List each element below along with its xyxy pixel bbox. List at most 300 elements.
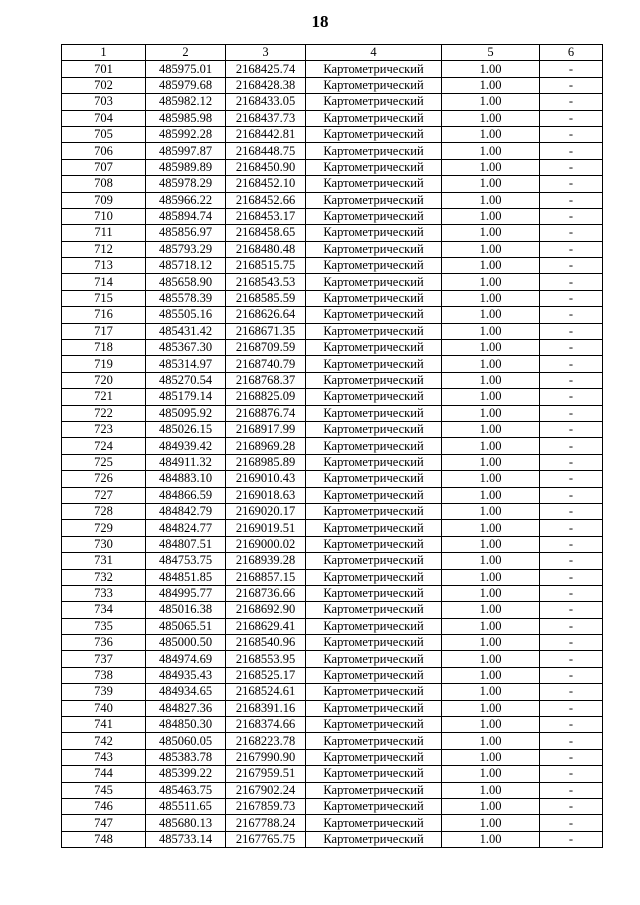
y-coordinate-cell: 2168425.74 (226, 61, 306, 77)
x-coordinate-cell: 484827.36 (146, 700, 226, 716)
point-number-cell: 741 (62, 717, 146, 733)
point-number-cell: 747 (62, 815, 146, 831)
accuracy-cell: 1.00 (442, 389, 540, 405)
accuracy-cell: 1.00 (442, 798, 540, 814)
accuracy-cell: 1.00 (442, 340, 540, 356)
column-header: 2 (146, 45, 226, 61)
column-header: 6 (540, 45, 603, 61)
point-number-cell: 720 (62, 372, 146, 388)
method-cell: Картометрический (306, 700, 442, 716)
x-coordinate-cell: 484866.59 (146, 487, 226, 503)
point-number-cell: 745 (62, 782, 146, 798)
x-coordinate-cell: 485894.74 (146, 208, 226, 224)
y-coordinate-cell: 2168876.74 (226, 405, 306, 421)
description-cell: - (540, 733, 603, 749)
y-coordinate-cell: 2169018.63 (226, 487, 306, 503)
method-cell: Картометрический (306, 126, 442, 142)
description-cell: - (540, 176, 603, 192)
description-cell: - (540, 126, 603, 142)
description-cell: - (540, 110, 603, 126)
point-number-cell: 728 (62, 503, 146, 519)
y-coordinate-cell: 2168917.99 (226, 421, 306, 437)
accuracy-cell: 1.00 (442, 815, 540, 831)
y-coordinate-cell: 2168453.17 (226, 208, 306, 224)
y-coordinate-cell: 2168543.53 (226, 274, 306, 290)
x-coordinate-cell: 484824.77 (146, 520, 226, 536)
accuracy-cell: 1.00 (442, 749, 540, 765)
table-row (62, 717, 603, 733)
method-cell: Картометрический (306, 487, 442, 503)
y-coordinate-cell: 2168825.09 (226, 389, 306, 405)
table-row (62, 356, 603, 372)
method-cell: Картометрический (306, 372, 442, 388)
accuracy-cell: 1.00 (442, 782, 540, 798)
table-row (62, 372, 603, 388)
point-number-cell: 725 (62, 454, 146, 470)
table-row (62, 307, 603, 323)
point-number-cell: 707 (62, 159, 146, 175)
description-cell: - (540, 340, 603, 356)
method-cell: Картометрический (306, 421, 442, 437)
accuracy-cell: 1.00 (442, 585, 540, 601)
description-cell: - (540, 225, 603, 241)
method-cell: Картометрический (306, 94, 442, 110)
description-cell: - (540, 307, 603, 323)
description-cell: - (540, 618, 603, 634)
method-cell: Картометрический (306, 717, 442, 733)
accuracy-cell: 1.00 (442, 372, 540, 388)
accuracy-cell: 1.00 (442, 831, 540, 847)
point-number-cell: 724 (62, 438, 146, 454)
y-coordinate-cell: 2168740.79 (226, 356, 306, 372)
table-row (62, 831, 603, 847)
table-row (62, 553, 603, 569)
accuracy-cell: 1.00 (442, 94, 540, 110)
table-row (62, 274, 603, 290)
y-coordinate-cell: 2167902.24 (226, 782, 306, 798)
description-cell: - (540, 143, 603, 159)
table-row (62, 733, 603, 749)
point-number-cell: 735 (62, 618, 146, 634)
y-coordinate-cell: 2168736.66 (226, 585, 306, 601)
x-coordinate-cell: 485000.50 (146, 635, 226, 651)
x-coordinate-cell: 484753.75 (146, 553, 226, 569)
description-cell: - (540, 536, 603, 552)
y-coordinate-cell: 2168553.95 (226, 651, 306, 667)
method-cell: Картометрический (306, 536, 442, 552)
method-cell: Картометрический (306, 274, 442, 290)
table-row (62, 487, 603, 503)
y-coordinate-cell: 2168857.15 (226, 569, 306, 585)
y-coordinate-cell: 2168540.96 (226, 635, 306, 651)
accuracy-cell: 1.00 (442, 520, 540, 536)
table-row (62, 569, 603, 585)
x-coordinate-cell: 485856.97 (146, 225, 226, 241)
description-cell: - (540, 585, 603, 601)
x-coordinate-cell: 484974.69 (146, 651, 226, 667)
x-coordinate-cell: 485658.90 (146, 274, 226, 290)
accuracy-cell: 1.00 (442, 618, 540, 634)
description-cell: - (540, 94, 603, 110)
y-coordinate-cell: 2169020.17 (226, 503, 306, 519)
accuracy-cell: 1.00 (442, 225, 540, 241)
point-number-cell: 701 (62, 61, 146, 77)
description-cell: - (540, 356, 603, 372)
x-coordinate-cell: 485982.12 (146, 94, 226, 110)
x-coordinate-cell: 485733.14 (146, 831, 226, 847)
method-cell: Картометрический (306, 159, 442, 175)
page-number: 18 (311, 12, 329, 31)
description-cell: - (540, 520, 603, 536)
y-coordinate-cell: 2168524.61 (226, 684, 306, 700)
description-cell: - (540, 487, 603, 503)
point-number-cell: 714 (62, 274, 146, 290)
description-cell: - (540, 782, 603, 798)
y-coordinate-cell: 2168452.10 (226, 176, 306, 192)
method-cell: Картометрический (306, 553, 442, 569)
point-number-cell: 702 (62, 77, 146, 93)
point-number-cell: 736 (62, 635, 146, 651)
method-cell: Картометрический (306, 290, 442, 306)
y-coordinate-cell: 2168671.35 (226, 323, 306, 339)
x-coordinate-cell: 484883.10 (146, 471, 226, 487)
method-cell: Картометрический (306, 471, 442, 487)
y-coordinate-cell: 2167788.24 (226, 815, 306, 831)
point-number-cell: 717 (62, 323, 146, 339)
accuracy-cell: 1.00 (442, 536, 540, 552)
table-row (62, 536, 603, 552)
method-cell: Картометрический (306, 307, 442, 323)
point-number-cell: 733 (62, 585, 146, 601)
accuracy-cell: 1.00 (442, 143, 540, 159)
table-row (62, 159, 603, 175)
x-coordinate-cell: 485979.68 (146, 77, 226, 93)
table-row (62, 208, 603, 224)
accuracy-cell: 1.00 (442, 405, 540, 421)
table-row (62, 782, 603, 798)
table-row (62, 126, 603, 142)
accuracy-cell: 1.00 (442, 635, 540, 651)
description-cell: - (540, 503, 603, 519)
table-row (62, 749, 603, 765)
method-cell: Картометрический (306, 405, 442, 421)
table-row (62, 192, 603, 208)
method-cell: Картометрический (306, 602, 442, 618)
table-row (62, 700, 603, 716)
method-cell: Картометрический (306, 733, 442, 749)
accuracy-cell: 1.00 (442, 356, 540, 372)
x-coordinate-cell: 485975.01 (146, 61, 226, 77)
point-number-cell: 738 (62, 667, 146, 683)
description-cell: - (540, 553, 603, 569)
description-cell: - (540, 717, 603, 733)
accuracy-cell: 1.00 (442, 553, 540, 569)
x-coordinate-cell: 485095.92 (146, 405, 226, 421)
description-cell: - (540, 372, 603, 388)
description-cell: - (540, 667, 603, 683)
method-cell: Картометрический (306, 143, 442, 159)
x-coordinate-cell: 484935.43 (146, 667, 226, 683)
table-row (62, 176, 603, 192)
y-coordinate-cell: 2168585.59 (226, 290, 306, 306)
x-coordinate-cell: 485065.51 (146, 618, 226, 634)
description-cell: - (540, 798, 603, 814)
description-cell: - (540, 602, 603, 618)
method-cell: Картометрический (306, 503, 442, 519)
y-coordinate-cell: 2169000.02 (226, 536, 306, 552)
x-coordinate-cell: 485179.14 (146, 389, 226, 405)
description-cell: - (540, 241, 603, 257)
point-number-cell: 744 (62, 766, 146, 782)
y-coordinate-cell: 2168391.16 (226, 700, 306, 716)
x-coordinate-cell: 484807.51 (146, 536, 226, 552)
point-number-cell: 705 (62, 126, 146, 142)
y-coordinate-cell: 2168480.48 (226, 241, 306, 257)
description-cell: - (540, 815, 603, 831)
table-row (62, 143, 603, 159)
x-coordinate-cell: 484851.85 (146, 569, 226, 585)
y-coordinate-cell: 2168768.37 (226, 372, 306, 388)
method-cell: Картометрический (306, 782, 442, 798)
y-coordinate-cell: 2168985.89 (226, 454, 306, 470)
description-cell: - (540, 290, 603, 306)
point-number-cell: 722 (62, 405, 146, 421)
method-cell: Картометрический (306, 749, 442, 765)
accuracy-cell: 1.00 (442, 684, 540, 700)
x-coordinate-cell: 485367.30 (146, 340, 226, 356)
accuracy-cell: 1.00 (442, 421, 540, 437)
method-cell: Картометрический (306, 192, 442, 208)
description-cell: - (540, 749, 603, 765)
method-cell: Картометрический (306, 356, 442, 372)
table-row (62, 585, 603, 601)
y-coordinate-cell: 2168428.38 (226, 77, 306, 93)
method-cell: Картометрический (306, 323, 442, 339)
y-coordinate-cell: 2168433.05 (226, 94, 306, 110)
accuracy-cell: 1.00 (442, 471, 540, 487)
description-cell: - (540, 192, 603, 208)
x-coordinate-cell: 485314.97 (146, 356, 226, 372)
point-number-cell: 712 (62, 241, 146, 257)
y-coordinate-cell: 2168442.81 (226, 126, 306, 142)
accuracy-cell: 1.00 (442, 61, 540, 77)
accuracy-cell: 1.00 (442, 274, 540, 290)
accuracy-cell: 1.00 (442, 323, 540, 339)
method-cell: Картометрический (306, 618, 442, 634)
method-cell: Картометрический (306, 77, 442, 93)
accuracy-cell: 1.00 (442, 307, 540, 323)
method-cell: Картометрический (306, 798, 442, 814)
method-cell: Картометрический (306, 569, 442, 585)
table-row (62, 61, 603, 77)
x-coordinate-cell: 485966.22 (146, 192, 226, 208)
y-coordinate-cell: 2167959.51 (226, 766, 306, 782)
x-coordinate-cell: 485060.05 (146, 733, 226, 749)
point-number-cell: 729 (62, 520, 146, 536)
point-number-cell: 713 (62, 258, 146, 274)
y-coordinate-cell: 2168525.17 (226, 667, 306, 683)
y-coordinate-cell: 2168709.59 (226, 340, 306, 356)
y-coordinate-cell: 2167765.75 (226, 831, 306, 847)
point-number-cell: 726 (62, 471, 146, 487)
method-cell: Картометрический (306, 176, 442, 192)
description-cell: - (540, 389, 603, 405)
column-header: 4 (306, 45, 442, 61)
point-number-cell: 718 (62, 340, 146, 356)
table-row (62, 520, 603, 536)
point-number-cell: 708 (62, 176, 146, 192)
accuracy-cell: 1.00 (442, 110, 540, 126)
x-coordinate-cell: 485463.75 (146, 782, 226, 798)
x-coordinate-cell: 485270.54 (146, 372, 226, 388)
description-cell: - (540, 159, 603, 175)
accuracy-cell: 1.00 (442, 438, 540, 454)
x-coordinate-cell: 485383.78 (146, 749, 226, 765)
accuracy-cell: 1.00 (442, 241, 540, 257)
description-cell: - (540, 421, 603, 437)
point-number-cell: 716 (62, 307, 146, 323)
y-coordinate-cell: 2168969.28 (226, 438, 306, 454)
x-coordinate-cell: 485578.39 (146, 290, 226, 306)
point-number-cell: 743 (62, 749, 146, 765)
table-row (62, 438, 603, 454)
y-coordinate-cell: 2168629.41 (226, 618, 306, 634)
accuracy-cell: 1.00 (442, 667, 540, 683)
method-cell: Картометрический (306, 225, 442, 241)
method-cell: Картометрический (306, 520, 442, 536)
table-row (62, 635, 603, 651)
x-coordinate-cell: 485985.98 (146, 110, 226, 126)
method-cell: Картометрический (306, 438, 442, 454)
table-row (62, 323, 603, 339)
table-row (62, 618, 603, 634)
x-coordinate-cell: 485431.42 (146, 323, 226, 339)
y-coordinate-cell: 2168458.65 (226, 225, 306, 241)
description-cell: - (540, 323, 603, 339)
description-cell: - (540, 258, 603, 274)
method-cell: Картометрический (306, 61, 442, 77)
accuracy-cell: 1.00 (442, 569, 540, 585)
x-coordinate-cell: 485505.16 (146, 307, 226, 323)
column-header: 3 (226, 45, 306, 61)
accuracy-cell: 1.00 (442, 454, 540, 470)
table-row (62, 651, 603, 667)
y-coordinate-cell: 2167990.90 (226, 749, 306, 765)
description-cell: - (540, 208, 603, 224)
point-number-cell: 746 (62, 798, 146, 814)
description-cell: - (540, 471, 603, 487)
method-cell: Картометрический (306, 667, 442, 683)
point-number-cell: 723 (62, 421, 146, 437)
point-number-cell: 719 (62, 356, 146, 372)
point-number-cell: 739 (62, 684, 146, 700)
accuracy-cell: 1.00 (442, 176, 540, 192)
x-coordinate-cell: 485793.29 (146, 241, 226, 257)
y-coordinate-cell: 2168692.90 (226, 602, 306, 618)
point-number-cell: 734 (62, 602, 146, 618)
y-coordinate-cell: 2168626.64 (226, 307, 306, 323)
accuracy-cell: 1.00 (442, 651, 540, 667)
accuracy-cell: 1.00 (442, 159, 540, 175)
accuracy-cell: 1.00 (442, 602, 540, 618)
table-row (62, 454, 603, 470)
point-number-cell: 721 (62, 389, 146, 405)
table-row (62, 503, 603, 519)
table-row (62, 798, 603, 814)
point-number-cell: 732 (62, 569, 146, 585)
column-header: 5 (442, 45, 540, 61)
description-cell: - (540, 700, 603, 716)
description-cell: - (540, 831, 603, 847)
point-number-cell: 715 (62, 290, 146, 306)
description-cell: - (540, 77, 603, 93)
table-row (62, 389, 603, 405)
table-row (62, 471, 603, 487)
x-coordinate-cell: 484911.32 (146, 454, 226, 470)
method-cell: Картометрический (306, 831, 442, 847)
x-coordinate-cell: 485978.29 (146, 176, 226, 192)
x-coordinate-cell: 485989.89 (146, 159, 226, 175)
accuracy-cell: 1.00 (442, 290, 540, 306)
method-cell: Картометрический (306, 585, 442, 601)
y-coordinate-cell: 2169010.43 (226, 471, 306, 487)
x-coordinate-cell: 484842.79 (146, 503, 226, 519)
table-row (62, 602, 603, 618)
table-row (62, 258, 603, 274)
accuracy-cell: 1.00 (442, 192, 540, 208)
x-coordinate-cell: 484850.30 (146, 717, 226, 733)
method-cell: Картометрический (306, 258, 442, 274)
table-body (62, 61, 603, 848)
y-coordinate-cell: 2168452.66 (226, 192, 306, 208)
accuracy-cell: 1.00 (442, 717, 540, 733)
point-number-cell: 706 (62, 143, 146, 159)
table-row (62, 684, 603, 700)
method-cell: Картометрический (306, 110, 442, 126)
point-number-cell: 709 (62, 192, 146, 208)
accuracy-cell: 1.00 (442, 766, 540, 782)
description-cell: - (540, 635, 603, 651)
point-number-cell: 727 (62, 487, 146, 503)
x-coordinate-cell: 485997.87 (146, 143, 226, 159)
table-row (62, 225, 603, 241)
y-coordinate-cell: 2168448.75 (226, 143, 306, 159)
point-number-cell: 711 (62, 225, 146, 241)
table-row (62, 340, 603, 356)
x-coordinate-cell: 484934.65 (146, 684, 226, 700)
method-cell: Картометрический (306, 241, 442, 257)
accuracy-cell: 1.00 (442, 126, 540, 142)
x-coordinate-cell: 485016.38 (146, 602, 226, 618)
method-cell: Картометрический (306, 389, 442, 405)
column-header: 1 (62, 45, 146, 61)
x-coordinate-cell: 484995.77 (146, 585, 226, 601)
method-cell: Картометрический (306, 651, 442, 667)
y-coordinate-cell: 2168939.28 (226, 553, 306, 569)
table-row (62, 766, 603, 782)
point-number-cell: 742 (62, 733, 146, 749)
x-coordinate-cell: 485680.13 (146, 815, 226, 831)
table-row (62, 421, 603, 437)
method-cell: Картометрический (306, 208, 442, 224)
point-number-cell: 731 (62, 553, 146, 569)
method-cell: Картометрический (306, 454, 442, 470)
method-cell: Картометрический (306, 340, 442, 356)
table-row (62, 77, 603, 93)
coordinates-table (61, 44, 603, 848)
table-row (62, 667, 603, 683)
table-header-row (62, 45, 603, 61)
